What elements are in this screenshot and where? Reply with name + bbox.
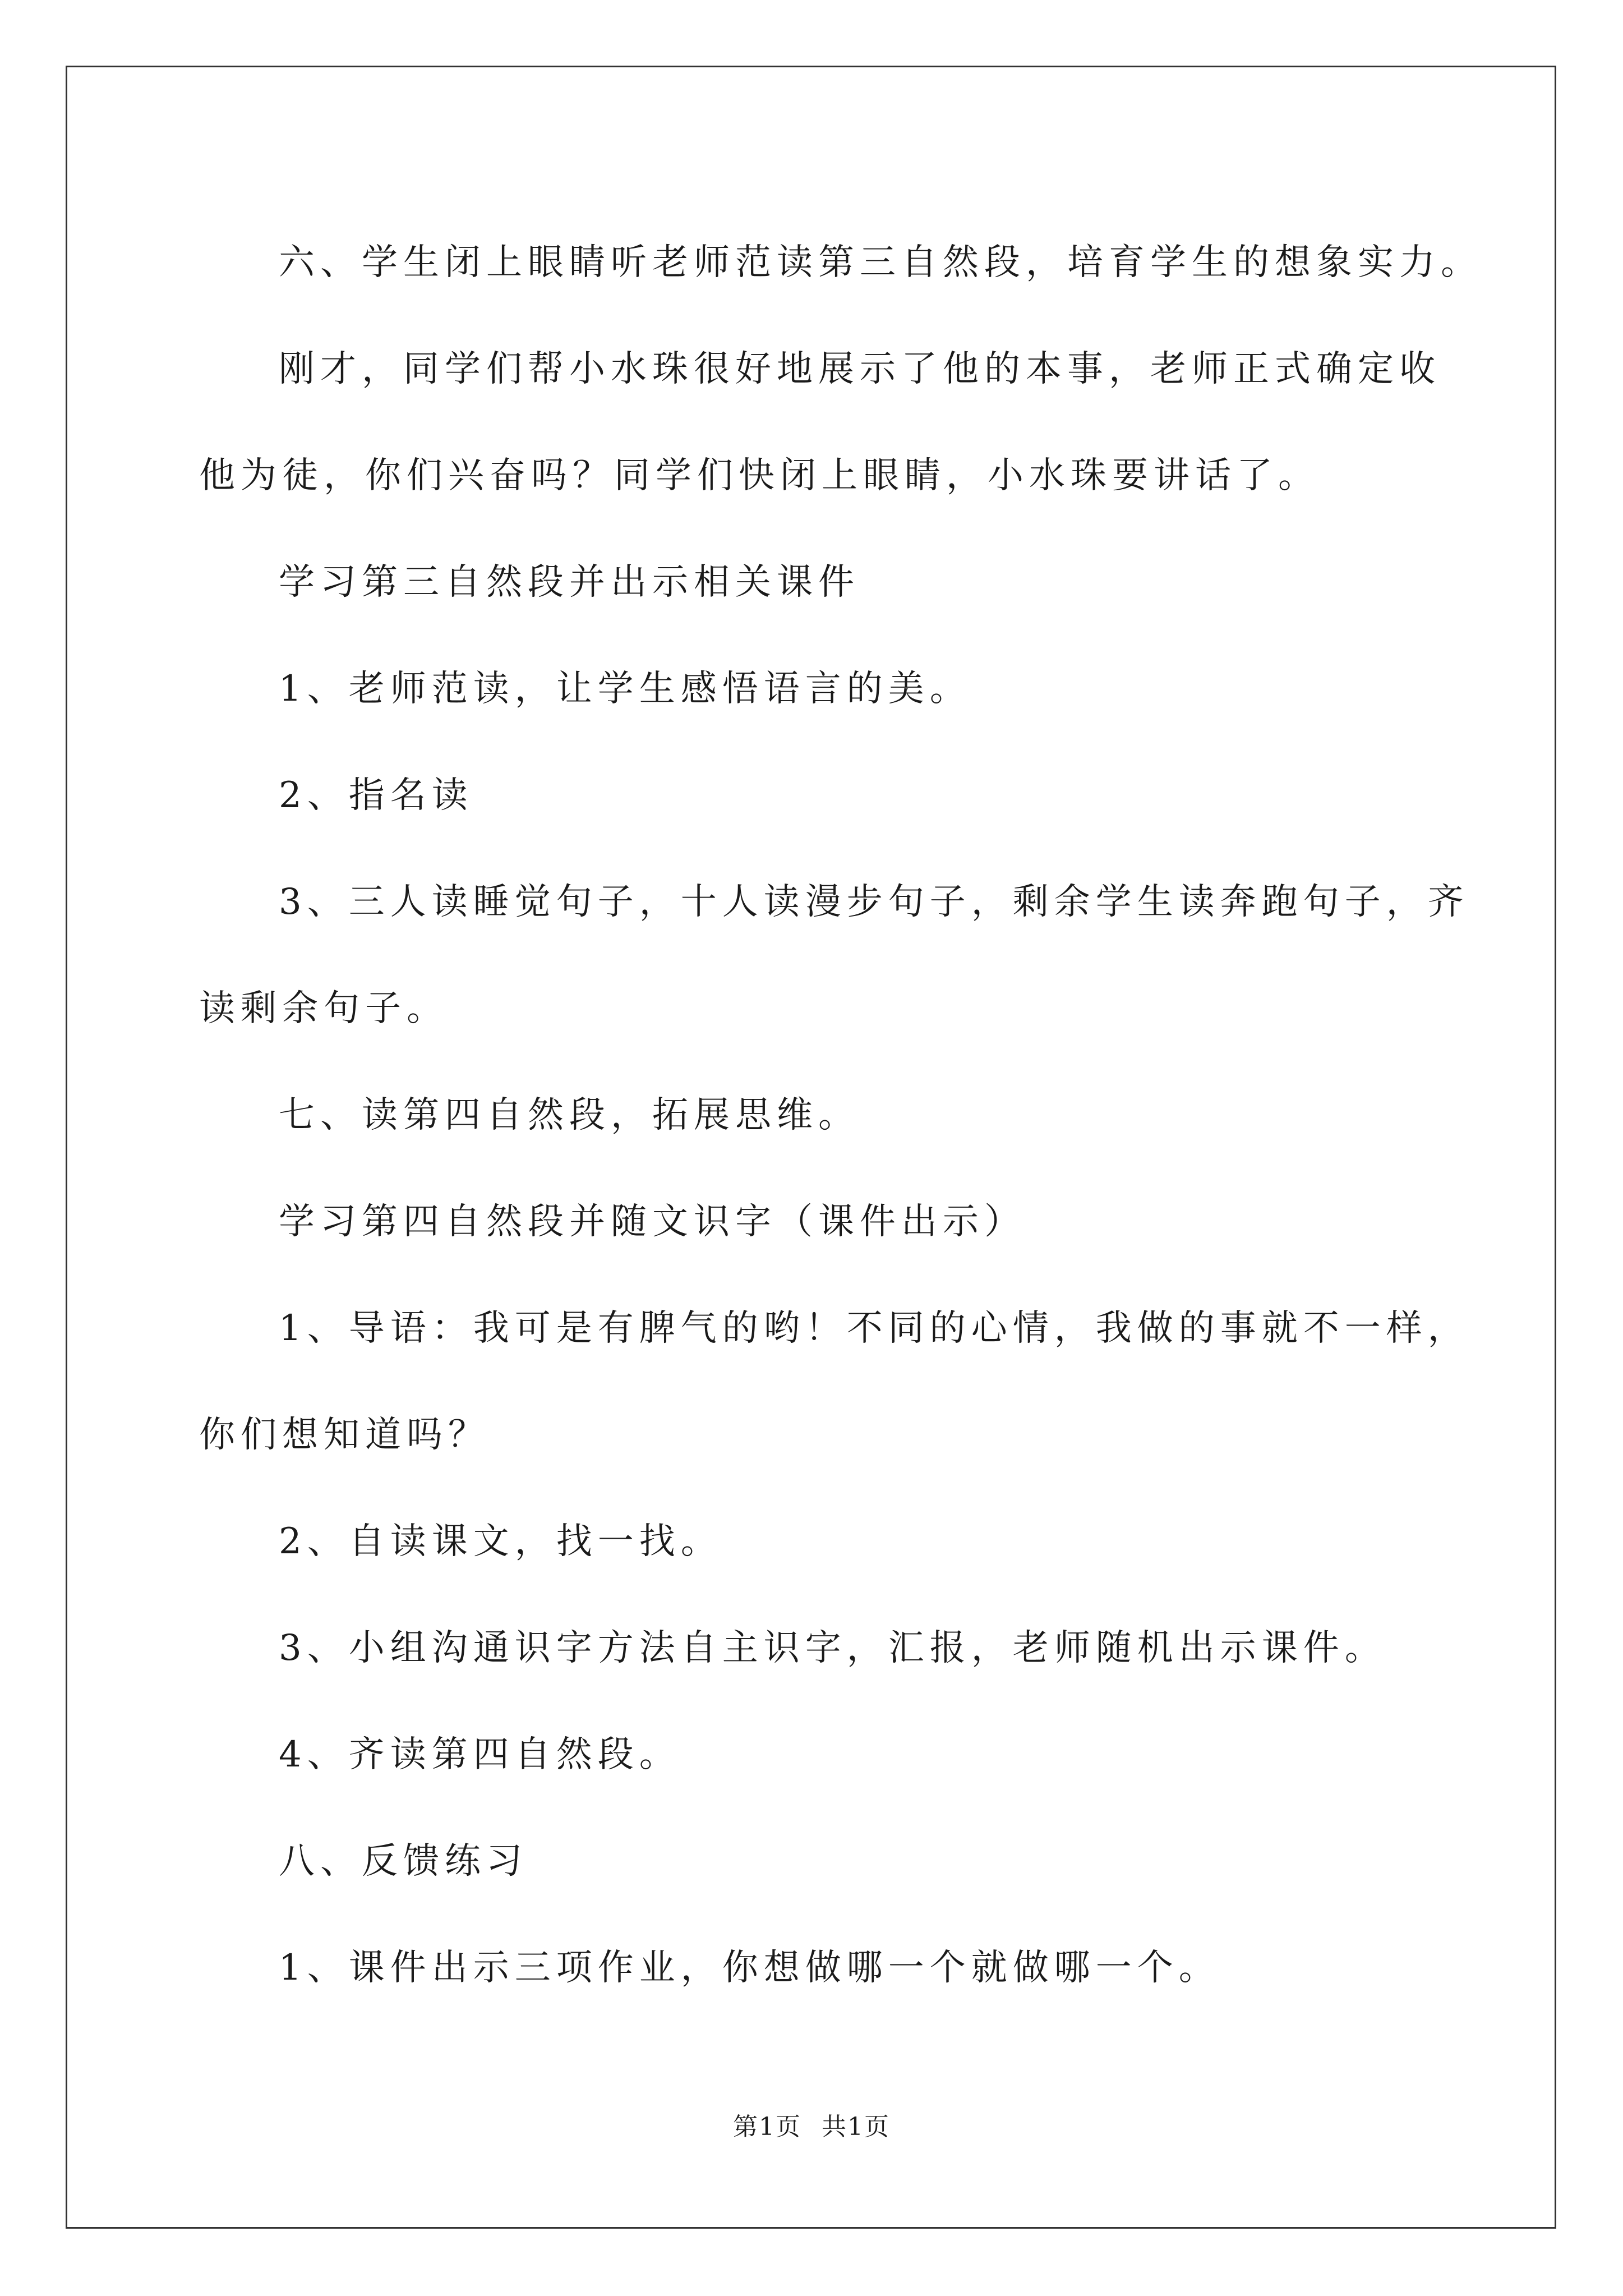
document-body <box>199 209 1482 2021</box>
paragraph: 你们想知道吗？ <box>199 1414 490 1456</box>
paragraph: 八、反馈练习 <box>279 1841 528 1882</box>
paragraph: 六、学生闭上眼睛听老师范读第三自然段，培育学生的想象实力。 <box>279 242 1482 283</box>
paragraph: 学习第四自然段并随文识字（课件出示） <box>279 1201 1026 1243</box>
paragraph: 3、小组沟通识字方法自主识字，汇报，老师随机出示课件。 <box>279 1627 1386 1669</box>
paragraph: 七、读第四自然段，拓展思维。 <box>279 1094 860 1136</box>
paragraph: 学习第三自然段并出示相关课件 <box>279 562 860 603</box>
paragraph: 1、课件出示三项作业，你想做哪一个就做哪一个。 <box>279 1947 1220 1989</box>
paragraph: 3、三人读睡觉句子，十人读漫步句子，剩余学生读奔跑句子，齐 <box>279 881 1469 923</box>
paragraph: 4、齐读第四自然段。 <box>279 1734 681 1775</box>
page-footer <box>0 2106 1623 2142</box>
paragraph: 读剩余句子。 <box>199 988 448 1029</box>
paragraph: 2、指名读 <box>279 775 473 816</box>
paragraph: 2、自读课文，找一找。 <box>279 1521 722 1562</box>
paragraph: 刚才，同学们帮小水珠很好地展示了他的本事，老师正式确定收 <box>279 348 1441 390</box>
paragraph: 1、老师范读，让学生感悟语言的美。 <box>279 668 971 710</box>
page-total: 共1页 <box>822 2113 890 2141</box>
page-number: 第1页 <box>733 2113 801 2141</box>
paragraph: 1、导语：我可是有脾气的哟！不同的心情，我做的事就不一样， <box>279 1308 1469 1349</box>
paragraph: 他为徒，你们兴奋吗？同学们快闭上眼睛，小水珠要讲话了。 <box>199 455 1320 496</box>
